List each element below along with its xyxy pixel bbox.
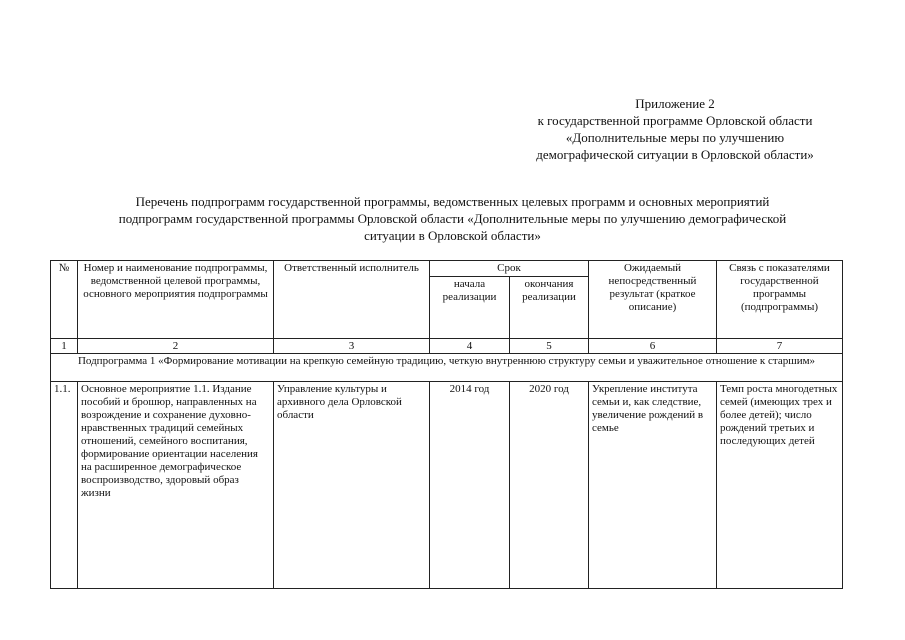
row-link: Темп роста многодетных семей (имеющих трех и более детей); число рождений третьих и последующих детей	[717, 382, 843, 589]
column-number: 5	[510, 339, 589, 354]
column-number: 6	[589, 339, 717, 354]
header-term-end: окончания реализации	[510, 277, 589, 339]
header-result: Ожидаемый непосредственный результат (краткое описание)	[589, 261, 717, 339]
title-line-2: подпрограмм государственной программы Орловской области «Дополнительные меры по улучшению демографической	[118, 211, 787, 226]
column-number: 2	[78, 339, 274, 354]
column-number: 3	[274, 339, 430, 354]
row-executor: Управление культуры и архивного дела Орловской области	[274, 382, 430, 589]
title-line-1: Перечень подпрограмм государственной программы, ведомственных целевых программ и основных мероприятий	[135, 194, 770, 209]
title-line-3: ситуации в Орловской области»	[364, 228, 541, 243]
header-link: Связь с показателями государственной программы (подпрограммы)	[717, 261, 843, 339]
appendix-line-4: демографической ситуации в Орловской области»	[536, 147, 814, 162]
table-row	[51, 382, 843, 589]
column-number: 1	[51, 339, 78, 354]
subprogram-title: Подпрограмма 1 «Формирование мотивации на крепкую семейную традицию, четкую внутреннюю структуру семьи и уважительное отношение к старшим»	[51, 354, 843, 382]
header-row	[51, 261, 843, 277]
header-term: Срок	[430, 261, 589, 277]
column-number: 7	[717, 339, 843, 354]
row-no: 1.1.	[51, 382, 78, 589]
appendix-line-2: к государственной программе Орловской области	[537, 113, 813, 128]
row-start: 2014 год	[430, 382, 510, 589]
subprograms-table	[50, 260, 843, 589]
row-name: Основное мероприятие 1.1. Издание пособий и брошюр, направленных на возрождение и сохранение духовно-нравственных традиций семейных отношений, семейного воспитания, формирование ориентации населения на расширенное демографическое воспроизводство, здоровый образ жизни	[78, 382, 274, 589]
appendix-note	[470, 95, 880, 163]
appendix-line-1: Приложение 2	[635, 96, 715, 111]
column-number: 4	[430, 339, 510, 354]
document-title	[40, 193, 865, 244]
header-executor: Ответственный исполнитель	[274, 261, 430, 339]
appendix-line-3: «Дополнительные меры по улучшению	[565, 130, 785, 145]
subprogram-row	[51, 354, 843, 382]
header-name: Номер и наименование подпрограммы, ведомственной целевой программы, основного мероприятия подпрограммы	[78, 261, 274, 339]
column-number-row	[51, 339, 843, 354]
header-no: №	[51, 261, 78, 339]
row-end: 2020 год	[510, 382, 589, 589]
header-term-start: начала реализации	[430, 277, 510, 339]
row-result: Укрепление института семьи и, как следствие, увеличение рождений в семье	[589, 382, 717, 589]
